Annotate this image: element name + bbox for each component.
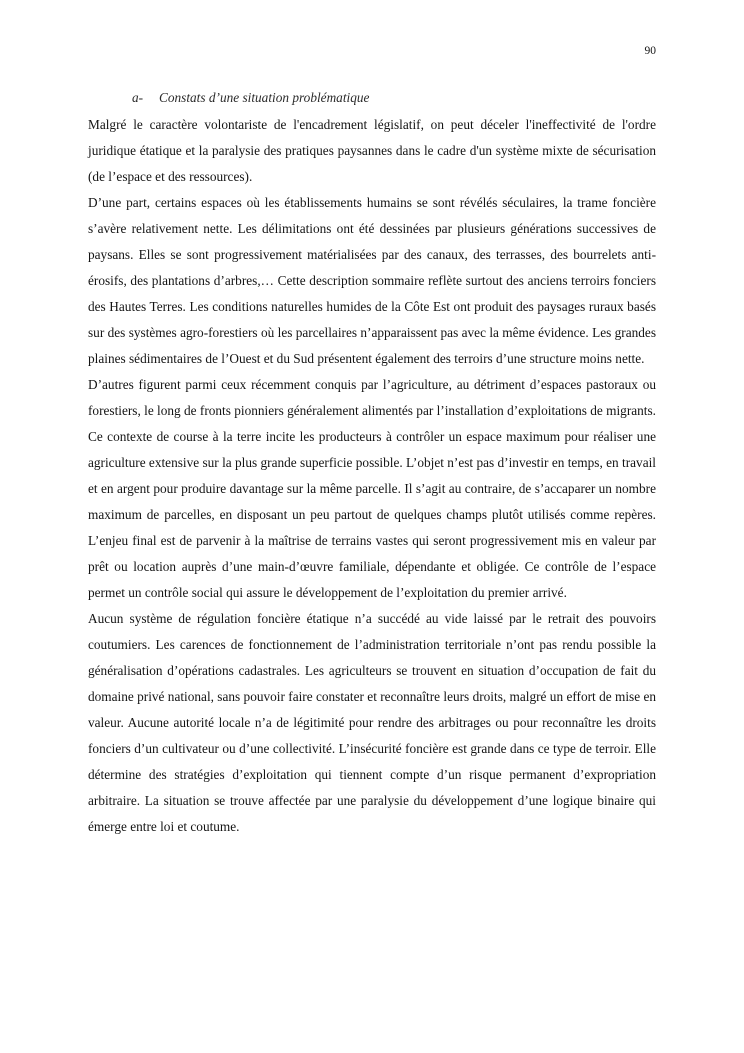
- section-heading-title: Constats d’une situation problématique: [159, 90, 370, 105]
- section-heading: [132, 90, 369, 106]
- paragraph-1: Malgré le caractère volontariste de l'encadrement législatif, on peut déceler l'ineffectivité de l'ordre juridique étatique et la paralysie des pratiques paysannes dans le cadre d'un système mixte de sécurisation (de l’espace et des ressources).: [88, 117, 656, 184]
- paragraph-2: D’une part, certains espaces où les établissements humains se sont révélés séculaires, la trame foncière s’avère relativement nette. Les délimitations ont été dessinées par plusieurs générations successives de paysans. Elles se sont progressivement matérialisées par des canaux, des terrasses, des bourrelets anti-érosifs, des plantations d’arbres,… Cette description sommaire reflète surtout des anciens terroirs fonciers des Hautes Terres. Les conditions naturelles humides de la Côte Est ont produit des paysages ruraux basés sur des systèmes agro-forestiers où les parcellaires n’apparaissent pas avec la même évidence. Les grandes plaines sédimentaires de l’Ouest et du Sud présentent également des terroirs d’une structure moins nette.: [88, 195, 656, 366]
- paragraph-4: Aucun système de régulation foncière étatique n’a succédé au vide laissé par le retrait des pouvoirs coutumiers. Les carences de fonctionnement de l’administration territoriale n’ont pas rendu possible la généralisation d’opérations cadastrales. Les agriculteurs se trouvent en situation d’occupation de fait du domaine privé national, sans pouvoir faire constater et reconnaître leurs droits, malgré un effort de mise en valeur. Aucune autorité locale n’a de légitimité pour rendre des arbitrages ou pour reconnaître les droits fonciers d’un cultivateur ou d’une collectivité. L’insécurité foncière est grande dans ce type de terroir. Elle détermine des stratégies d’exploitation qui tiennent compte d’un risque permanent d’expropriation arbitraire. La situation se trouve affectée par une paralysie du développement d’une logique binaire qui émerge entre loi et coutume.: [88, 611, 656, 834]
- paragraph-3: D’autres figurent parmi ceux récemment conquis par l’agriculture, au détriment d’espaces pastoraux ou forestiers, le long de fronts pionniers généralement alimentés par l’installation d’exploitations de migrants. Ce contexte de course à la terre incite les producteurs à contrôler un espace maximum pour réaliser une agriculture extensive sur la plus grande superficie possible. L’objet n’est pas d’investir en temps, en travail et en argent pour produire davantage sur la même parcelle. Il s’agit au contraire, de s’accaparer un nombre maximum de parcelles, en disposant un peu partout de quelques champs plutôt utilisés comme repères. L’enjeu final est de parvenir à la maîtrise de terrains vastes qui seront progressivement mis en valeur par prêt ou location auprès d’une main-d’œuvre familiale, dépendante et obligée. Ce contrôle de l’espace permet un contrôle social qui assure le développement de l’exploitation du premier arrivé.: [88, 377, 656, 600]
- section-heading-marker: a-: [132, 90, 144, 105]
- body-text: [88, 112, 656, 840]
- page-number: 90: [644, 45, 656, 57]
